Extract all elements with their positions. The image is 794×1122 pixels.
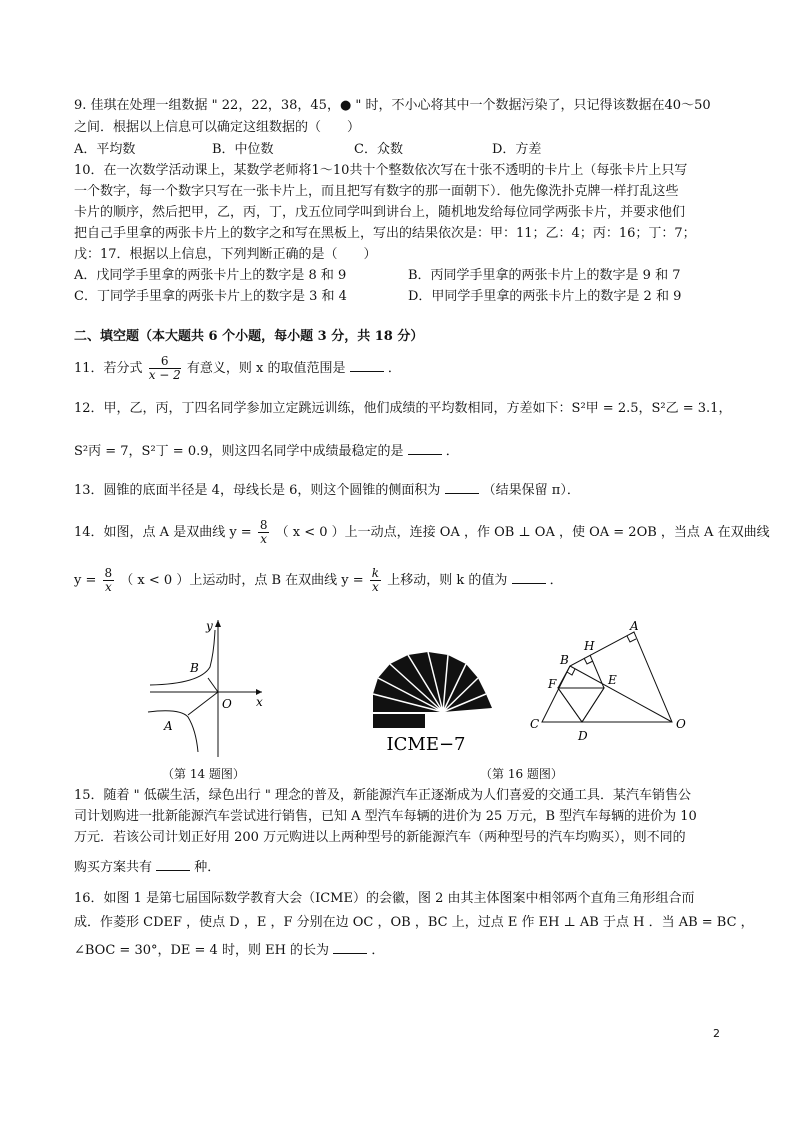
q9-line-2: 之间．根据以上信息可以确定这组数据的（ ） — [74, 120, 361, 135]
fig16-label-o: O — [676, 717, 686, 731]
fig14-label-b: B — [190, 661, 199, 675]
q11-prefix: 11．若分式 — [74, 361, 143, 376]
fig14-label-x: x — [256, 695, 263, 709]
fig16-label-c: C — [530, 717, 540, 731]
q9-option-b: B．中位数 — [212, 142, 274, 157]
fig14-segment-oa — [188, 692, 218, 715]
fig16-outline — [542, 632, 672, 722]
q13-line — [74, 481, 580, 499]
q14-line-1 — [74, 519, 770, 546]
fig16-rhombus-cdef — [558, 688, 604, 722]
q14-fraction-2 — [103, 567, 115, 594]
q12-line-2-text: S²丙 = 7，S²丁 = 0.9，则这四名同学中成绩最稳定的是 — [74, 444, 404, 459]
q14-line-1-post: （ x < 0 ）上一动点，连接 OA ，作 OB ⊥ OA ，使 OA = 2OB ，当点 A 在双曲线 — [275, 525, 770, 540]
q16-line-2: 成．作菱形 CDEF ，使点 D ，E ，F 分别在边 OC ，OB ，BC 上，过点 E 作 EH ⊥ AB 于点 H ．当 AB = BC ， — [74, 915, 754, 930]
q9-option-d: D．方差 — [492, 142, 542, 157]
q11-answer-blank[interactable] — [350, 359, 384, 372]
q11-numerator: 6 — [149, 355, 181, 369]
q10-option-a: A．戊同学手里拿的两张卡片上的数字是 8 和 9 — [74, 268, 347, 283]
q15-line-1: 15．随着 " 低碳生活，绿色出行 " 理念的普及，新能源汽车正逐渐成为人们喜爱的交通工具．某汽车销售公 — [74, 788, 692, 803]
q14-line-2-pre: y = — [74, 573, 97, 588]
q15-line-3: 万元．若该公司计划正好用 200 万元购进以上两种型号的新能源汽车（两种型号的汽车均购买），则不同的 — [74, 830, 686, 845]
q14-answer-blank[interactable] — [512, 571, 546, 584]
fig14-label-a: A — [164, 719, 173, 733]
figure-16-caption: （第 16 题图） — [480, 767, 563, 781]
q10-line-4: 把自己手里拿的两张卡片上的数字之和写在黑板上，写出的结果依次是：甲：11；乙：4；丙：16；丁：7； — [74, 226, 696, 241]
figure-14 — [140, 612, 270, 762]
q14-line-2 — [74, 567, 563, 594]
fig14-segment-ob — [208, 678, 218, 692]
q13-answer-blank[interactable] — [445, 481, 479, 494]
fig16-segment-bo — [570, 666, 672, 722]
q9-line-1: 9. 佳琪在处理一组数据 " 22，22，38，45，● " 时，不小心将其中一个数据污染了，只记得该数据在40～50 — [74, 98, 711, 113]
q10-option-c: C．丁同学手里拿的两张卡片上的数字是 3 和 4 — [74, 289, 347, 304]
q15-line-4 — [74, 858, 220, 876]
q14-fraction-3 — [370, 567, 381, 594]
fig16-label-h: H — [584, 639, 595, 653]
fig16-segment-fd — [558, 688, 582, 722]
fig16-label-d: D — [578, 729, 588, 743]
q12-line-1: 12．甲，乙，丙，丁四名同学参加立定跳远训练，他们成绩的平均数相同，方差如下：S²甲 = 2.5，S²乙 = 3.1， — [74, 401, 732, 416]
q16-line-3-text: ∠BOC = 30°，DE = 4 时，则 EH 的长为 — [74, 943, 330, 958]
q12-answer-blank[interactable] — [408, 442, 442, 455]
q13-post: （结果保留 π）． — [482, 483, 580, 498]
q14-end: ． — [549, 573, 563, 588]
fig16-segment-eh — [590, 655, 604, 688]
q16-end: ． — [371, 943, 385, 958]
q10-line-5: 戊：17．根据以上信息，下列判断正确的是（ ） — [74, 247, 377, 262]
q14-line-2-post: 上移动，则 k 的值为 — [387, 573, 508, 588]
fig16-label-b: B — [560, 653, 569, 667]
q11-denominator: x − 2 — [148, 368, 181, 382]
q10-line-3: 卡片的顺序，然后把甲，乙，丙，丁，戊五位同学叫到讲台上，随机地发给每位同学两张卡片，并要求他们 — [74, 205, 686, 220]
q10-option-d: D．甲同学手里拿的两张卡片上的数字是 2 和 9 — [408, 289, 682, 304]
q10-line-2: 一个数字，每一个数字只写在一张卡片上，而且把写有数字的那一面朝下）．他先像洗扑克牌一样打乱这些 — [74, 184, 679, 199]
icme-base-bar — [373, 714, 425, 728]
q15-last-post: 种． — [194, 860, 221, 875]
q11-end: ． — [387, 361, 401, 376]
q14-fraction-1 — [258, 519, 270, 546]
fig14-y-arrow — [215, 620, 221, 627]
q13-text: 13．圆锥的底面半径是 4，母线长是 6，则这个圆锥的侧面积为 — [74, 483, 441, 498]
fig16-right-angle-a — [627, 636, 636, 642]
q14-fraction-2-den: x — [104, 580, 112, 594]
q9-option-c: C．众数 — [354, 142, 403, 157]
page-number: 2 — [713, 1027, 720, 1040]
q11-line — [74, 355, 401, 382]
figure-16 — [522, 620, 692, 750]
q10-option-b: B．丙同学手里拿的两张卡片上的数字是 9 和 7 — [408, 268, 681, 283]
q9-option-a: A．平均数 — [74, 142, 136, 157]
q14-fraction-2-num: 8 — [104, 566, 113, 580]
fig14-label-o: O — [222, 697, 232, 711]
q11-fraction — [149, 355, 181, 382]
q14-line-2-mid: （ x < 0 ）上运动时，点 B 在双曲线 y = — [120, 573, 364, 588]
q16-line-1: 16．如图 1 是第七届国际数学教育大会（ICME）的会徽，图 2 由其主体图案中相邻两个直角三角形组合而 — [74, 891, 695, 906]
q14-line-1-pre: 14．如图，点 A 是双曲线 y = — [74, 525, 252, 540]
q12-end: ． — [445, 444, 459, 459]
q12-line-2 — [74, 442, 459, 460]
icme-logo-text: ICME−7 — [386, 734, 466, 755]
fig14-label-y: y — [206, 619, 213, 633]
q14-fraction-1-den: x — [260, 532, 268, 546]
q15-line-2: 司计划购进一批新能源汽车尝试进行销售，已知 A 型汽车每辆的进价为 25 万元，B 型汽车每辆的进价为 10 — [74, 809, 697, 824]
q15-answer-blank[interactable] — [156, 858, 190, 871]
fig16-label-f: F — [548, 677, 557, 691]
fig14-curve-upper — [150, 630, 215, 685]
q15-last-text: 购买方案共有 — [74, 860, 153, 875]
fig14-curve-lower — [148, 711, 198, 752]
section-2-title: 二、填空题（本大题共 6 个小题，每小题 3 分，共 18 分） — [74, 329, 424, 344]
figure-14-caption: （第 14 题图） — [162, 767, 245, 781]
q16-answer-blank[interactable] — [333, 941, 367, 954]
fig16-label-a: A — [630, 620, 639, 633]
fig16-segment-fb — [558, 666, 570, 688]
q11-text: 有意义，则 x 的取值范围是 — [186, 361, 346, 376]
q16-line-3 — [74, 941, 384, 959]
q14-fraction-3-den: x — [372, 580, 379, 594]
q14-fraction-1-num: 8 — [259, 518, 268, 532]
fig16-segment-ed — [582, 688, 604, 722]
icme-logo — [368, 650, 518, 760]
q10-line-1: 10．在一次数学活动课上，某数学老师将1～10共十个整数依次写在十张不透明的卡片上（每张卡片上只写 — [74, 163, 688, 178]
q14-fraction-3-num: k — [371, 566, 380, 580]
fig16-label-e: E — [608, 673, 617, 687]
